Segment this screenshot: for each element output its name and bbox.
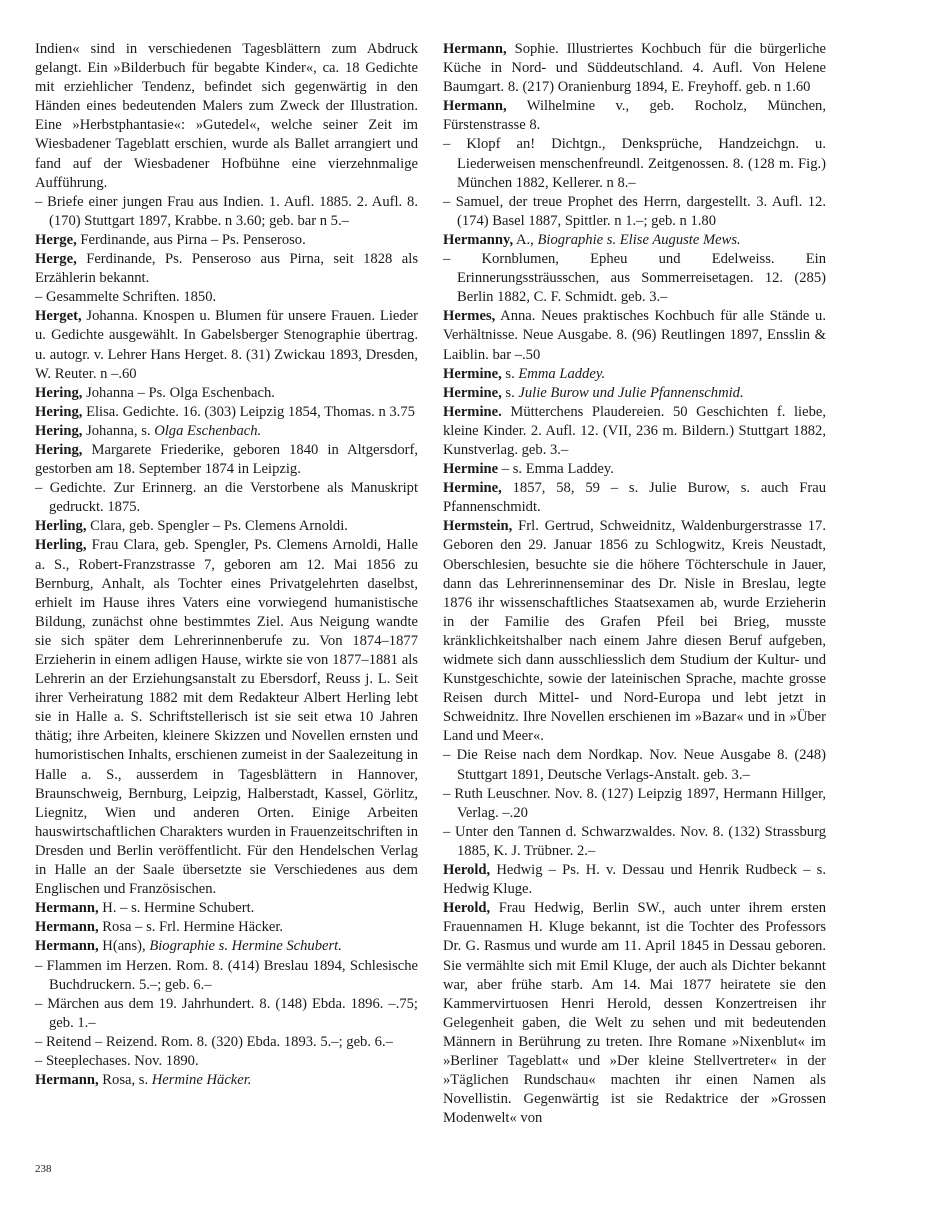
work-entry — [35, 479, 418, 517]
work-text: – Briefe einer jungen Frau aus Indien. 1. Aufl. 1885. 2. Aufl. 8. (170) Stuttgart 1897, Krabbe. n 3.60; geb. bar n 5.– — [35, 193, 418, 229]
entry-text: Johanna, s. — [82, 422, 155, 439]
entry-headword: Hering, — [35, 422, 83, 439]
work-text: – Klopf an! Dichtgn., Denksprüche, Handzeichgn. u. Liederweisen menschenfreundl. Zeitgenossen. 8. (128 m. Fig.) München 1882, Kellerer. n 8.– — [443, 136, 826, 191]
entry-headword: Hermann, — [443, 98, 507, 115]
entry-text: s. — [501, 384, 519, 401]
author-entry — [443, 479, 830, 517]
work-entry — [443, 193, 826, 231]
author-entry — [443, 231, 826, 250]
author-entry — [35, 517, 418, 536]
author-entry — [35, 403, 418, 422]
author-entry — [443, 40, 830, 97]
work-entry — [35, 193, 418, 231]
work-text: – Gedichte. Zur Erinnerg. an die Verstorbene als Manuskript gedruckt. 1875. — [35, 480, 418, 516]
entry-text: Hedwig – Ps. H. v. Dessau und Henrik Rudbeck – s. Hedwig Kluge. — [443, 862, 830, 898]
entry-reference: Hermine Häcker. — [151, 1072, 252, 1089]
work-text: – Unter den Tannen d. Schwarzwaldes. Nov. 8. (132) Strassburg 1885, K. J. Trübner. 2.– — [443, 823, 826, 859]
author-entry — [35, 937, 418, 956]
entry-headword: Hermann, — [35, 900, 99, 917]
entry-text: Rosa, s. — [98, 1072, 152, 1089]
entry-text: Sophie. Illustriertes Kochbuch für die bürgerliche Küche in Nord- und Süddeutschland. 4. Aufl. Von Helene Baumgart. 8. (217) Oranienburg 1894, E. Freyhoff. geb. n 1.60 — [443, 41, 830, 96]
work-entry — [443, 823, 826, 861]
author-entry — [35, 899, 418, 918]
continued-paragraph — [35, 40, 422, 193]
entry-text: 1857, 58, 59 – s. Julie Burow, s. auch Frau Pfannenschmidt. — [443, 480, 830, 516]
entry-headword: Hering, — [35, 441, 83, 458]
author-entry — [35, 422, 418, 441]
work-entry — [35, 288, 418, 307]
author-entry — [443, 365, 826, 384]
entry-headword: Hermanny, — [443, 231, 514, 248]
entry-headword: Hering, — [35, 403, 83, 420]
entry-headword: Herling, — [35, 537, 87, 554]
entry-text: Elisa. Gedichte. 16. (303) Leipzig 1854, Thomas. n 3.75 — [82, 403, 415, 420]
work-text: – Flammen im Herzen. Rom. 8. (414) Breslau 1894, Schlesische Buchdruckern. 5.–; geb. 6.– — [35, 957, 418, 993]
author-entry — [443, 517, 830, 746]
entry-text: – s. Emma Laddey. — [498, 461, 614, 478]
author-entry — [35, 441, 422, 479]
entry-headword: Hermes, — [443, 308, 496, 325]
entry-reference: Julie Burow und Julie Pfannenschmid. — [518, 384, 744, 401]
entry-text: Johanna. Knospen u. Blumen für unsere Frauen. Lieder u. Gedichte ausgewählt. In Gabelsberger Stenographie übertrag. u. autogr. v. Lehrer Hans Herget. 8. (31) Zwickau 1893, Dresden, W. Reuter. n –.60 — [35, 308, 422, 382]
entry-headword: Hermann, — [35, 938, 99, 955]
author-entry — [35, 384, 418, 403]
entry-text: Anna. Neues praktisches Kochbuch für alle Stände u. Verhältnisse. Neue Ausgabe. 8. (96) Reutlingen 1897, Ensslin & Laiblin. bar –.50 — [443, 308, 830, 363]
entry-text: Ferdinande, Ps. Penseroso aus Pirna, seit 1828 als Erzählerin bekannt. — [35, 251, 422, 287]
entry-headword: Hermine, — [443, 384, 502, 401]
entry-text: Clara, geb. Spengler – Ps. Clemens Arnoldi. — [86, 518, 348, 535]
entry-text: Rosa – s. Frl. Hermine Häcker. — [98, 919, 284, 936]
work-text: – Die Reise nach dem Nordkap. Nov. Neue Ausgabe 8. (248) Stuttgart 1891, Deutsche Verlags-Anstalt. geb. 3.– — [443, 747, 826, 783]
author-entry — [443, 899, 830, 1128]
entry-headword: Hermine. — [443, 403, 502, 420]
work-entry — [35, 1033, 418, 1052]
author-entry — [443, 384, 826, 403]
entry-headword: Herold, — [443, 900, 491, 917]
entry-headword: Hermann, — [443, 41, 507, 57]
entry-text: Frau Hedwig, Berlin SW., auch unter ihrem ersten Frauennamen H. Kluge bekannt, ist die Tochter des Professors Dr. G. Rasmus und wurde am 11. April 1845 in Dessau geboren. Sie vermählte sich mit Emil Kluge, der auch als Dichter bekannt war, aber frühe starb. Am 14. Mai 1877 heiratete sie den Kammervirtuosen Henri Herold, dessen Konzertreisen ihr Gelegenheit gaben, die Welt zu sehen und mit bedeutenden Männern in Berührung zu treten. Ihre Romane »Nixenblut« im »Berliner Tageblatt« und »Der kleine Stellvertreter« in der »Täglichen Rundschau« machten ihr einen Namen als Novellistin. Gegenwärtig ist sie Redaktrice der »Grossen Modenwelt« von — [443, 900, 830, 1127]
work-entry — [35, 995, 418, 1033]
entry-headword: Herget, — [35, 308, 82, 325]
work-text: – Reitend – Reizend. Rom. 8. (320) Ebda. 1893. 5.–; geb. 6.– — [35, 1033, 393, 1050]
entry-headword: Hermann, — [35, 1072, 99, 1089]
entry-headword: Hermine, — [443, 365, 502, 382]
work-text: – Märchen aus dem 19. Jahrhundert. 8. (148) Ebda. 1896. –.75; geb. 1.– — [35, 995, 418, 1031]
page-number: 238 — [35, 1163, 52, 1175]
author-entry — [35, 250, 422, 288]
entry-text: Margarete Friederike, geboren 1840 in Altgersdorf, gestorben am 18. September 1874 in Leipzig. — [35, 441, 422, 478]
work-entry — [35, 1052, 418, 1071]
entry-headword: Hering, — [35, 384, 83, 401]
author-entry — [443, 307, 830, 364]
entry-text: Mütterchens Plaudereien. 50 Geschichten f. liebe, kleine Kinder. 2. Aufl. 12. (VII, 236 m. Bildern.) Stuttgart 1882, Kunstverlag. geb. 3.– — [443, 403, 830, 458]
work-entry — [443, 135, 826, 192]
work-text: – Gesammelte Schriften. 1850. — [35, 289, 217, 306]
author-entry — [35, 536, 422, 899]
author-entry — [443, 403, 830, 460]
right-column — [443, 40, 830, 1128]
entry-text: Wilhelmine v., geb. Rocholz, München, Fürstenstrasse 8. — [443, 98, 830, 134]
entry-headword: Hermann, — [35, 919, 99, 936]
entry-text: Ferdinande, aus Pirna – Ps. Penseroso. — [76, 231, 306, 248]
entry-headword: Hermine, — [443, 480, 502, 497]
work-entry — [443, 785, 826, 823]
entry-headword: Hermstein, — [443, 518, 513, 535]
author-entry — [443, 460, 826, 479]
author-entry — [35, 307, 422, 383]
author-entry — [443, 861, 830, 899]
entry-headword: Herling, — [35, 518, 87, 535]
entry-text: H(ans), — [98, 938, 150, 955]
work-entry — [443, 250, 826, 307]
work-entry — [35, 957, 418, 995]
entry-text: Indien« sind in verschiedenen Tagesblättern zum Abdruck gelangt. Ein »Bilderbuch für begabte Kinder«, ca. 18 Gedichte mit erziehlicher Tendenz, befindet sich gegenwärtig in den Händen eines bedeutenden Malers zum Zweck der Illustration. Eine »Herbstphantasie«: »Gutedel«, welche seiner Zeit im Wiesbadener Tageblatt erschien, wurde als Ballet arrangiert und fand auf der Wiesbadener Hofbühne eine vierzehnmalige Aufführung. — [35, 41, 422, 191]
entry-text: Johanna – Ps. Olga Eschenbach. — [82, 384, 275, 401]
entry-reference: Emma Laddey. — [518, 365, 606, 382]
left-column — [35, 40, 422, 1090]
entry-headword: Herge, — [35, 251, 77, 268]
entry-reference: Biographie s. Elise Auguste Mews. — [537, 231, 741, 248]
entry-reference: Olga Eschenbach. — [154, 422, 262, 439]
work-text: – Ruth Leuschner. Nov. 8. (127) Leipzig 1897, Hermann Hillger, Verlag. –.20 — [443, 785, 826, 821]
entry-headword: Herge, — [35, 231, 77, 248]
entry-text: s. — [501, 365, 519, 382]
work-text: – Steeplechases. Nov. 1890. — [35, 1052, 199, 1069]
author-entry — [35, 231, 418, 250]
entry-text: Frl. Gertrud, Schweidnitz, Waldenburgerstrasse 17. Geboren den 29. Januar 1856 zu Schlogwitz, Kreis Neustadt, Oberschlesien, besuchte sie die höhere Töchterschule in Jauer, dann das Lehrerinnenseminar des Dr. Nisle in Breslau, legte 1876 ihr wissenschaftliches Staatsexamen ab, wurde Erzieherin in der Familie des Grafen Pfeil bei Brieg, musste kränklichkeitshalber nach einem Jahre diesen Beruf aufgeben, widmete sich dann ausschliesslich dem Studium der Kultur- und Kunstgeschichte, sowie der lateinischen Sprache, machte grosse Reisen durch Mittel- und Nord-Europa und lebt jetzt in Schweidnitz. Ihre Novellen erschienen im »Bazar« und in »Über Land und Meer«. — [443, 518, 830, 745]
work-text: – Kornblumen, Epheu und Edelweiss. Ein Erinnerungssträusschen, aus Sommerreisetagen. 12. (285) Berlin 1882, C. F. Schmidt. geb. 3.– — [443, 251, 826, 306]
author-entry — [443, 97, 830, 135]
entry-text: Frau Clara, geb. Spengler, Ps. Clemens Arnoldi, Halle a. S., Robert-Franzstrasse 7, geboren am 12. Mai 1856 zu Bernburg, Anhalt, als Tochter eines Privatgelehrten daselbst, erhielt im Hause ihres Vaters eine vorwiegend humanistische Bildung, zunächst ohne bestimmtes Ziel. Aus Neigung wandte sie sich später dem Lehrerinnenberufe zu. Von 1874–1877 Erzieherin in einem adligen Hause, wirkte sie von 1877–1881 als Lehrerin an der Erziehungsanstalt zu Ebersdorf, Reuss j. L. Seit ihrer Verheiratung 1882 mit dem Redakteur Albert Herling lebt sie in Halle a. S. Schriftstellerisch ist sie seit etwa 10 Jahren thätig; ihre Arbeiten, kleinere Skizzen und Novellen ernsten und humoristischen Inhalts, erschienen zumeist in der Saalezeitung in Halle a. S., ausserdem in Tagesblättern in Hannover, Braunschweig, Bernburg, Leipzig, Halberstadt, Kassel, Görlitz, Liegnitz, Wien und anderen Orten. Einige Arbeiten hauswirtschaftlichen Charakters wurden in Frauenzeitschriften in Dresden und Berlin veröffentlicht. Für den Hendelschen Verlag in Halle an der Saale übersetzte sie Verschiedenes aus dem Englischen und Französischen. — [35, 537, 422, 898]
author-entry — [35, 1071, 418, 1090]
work-text: – Samuel, der treue Prophet des Herrn, dargestellt. 3. Aufl. 12. (174) Basel 1887, Spittler. n 1.–; geb. n 1.80 — [443, 193, 826, 229]
entry-text: A., — [513, 231, 538, 248]
entry-text: H. – s. Hermine Schubert. — [98, 900, 255, 917]
work-entry — [443, 746, 826, 784]
entry-reference: Biographie s. Hermine Schubert. — [149, 938, 342, 955]
author-entry — [35, 918, 418, 937]
entry-headword: Hermine — [443, 461, 499, 478]
entry-headword: Herold, — [443, 862, 491, 879]
